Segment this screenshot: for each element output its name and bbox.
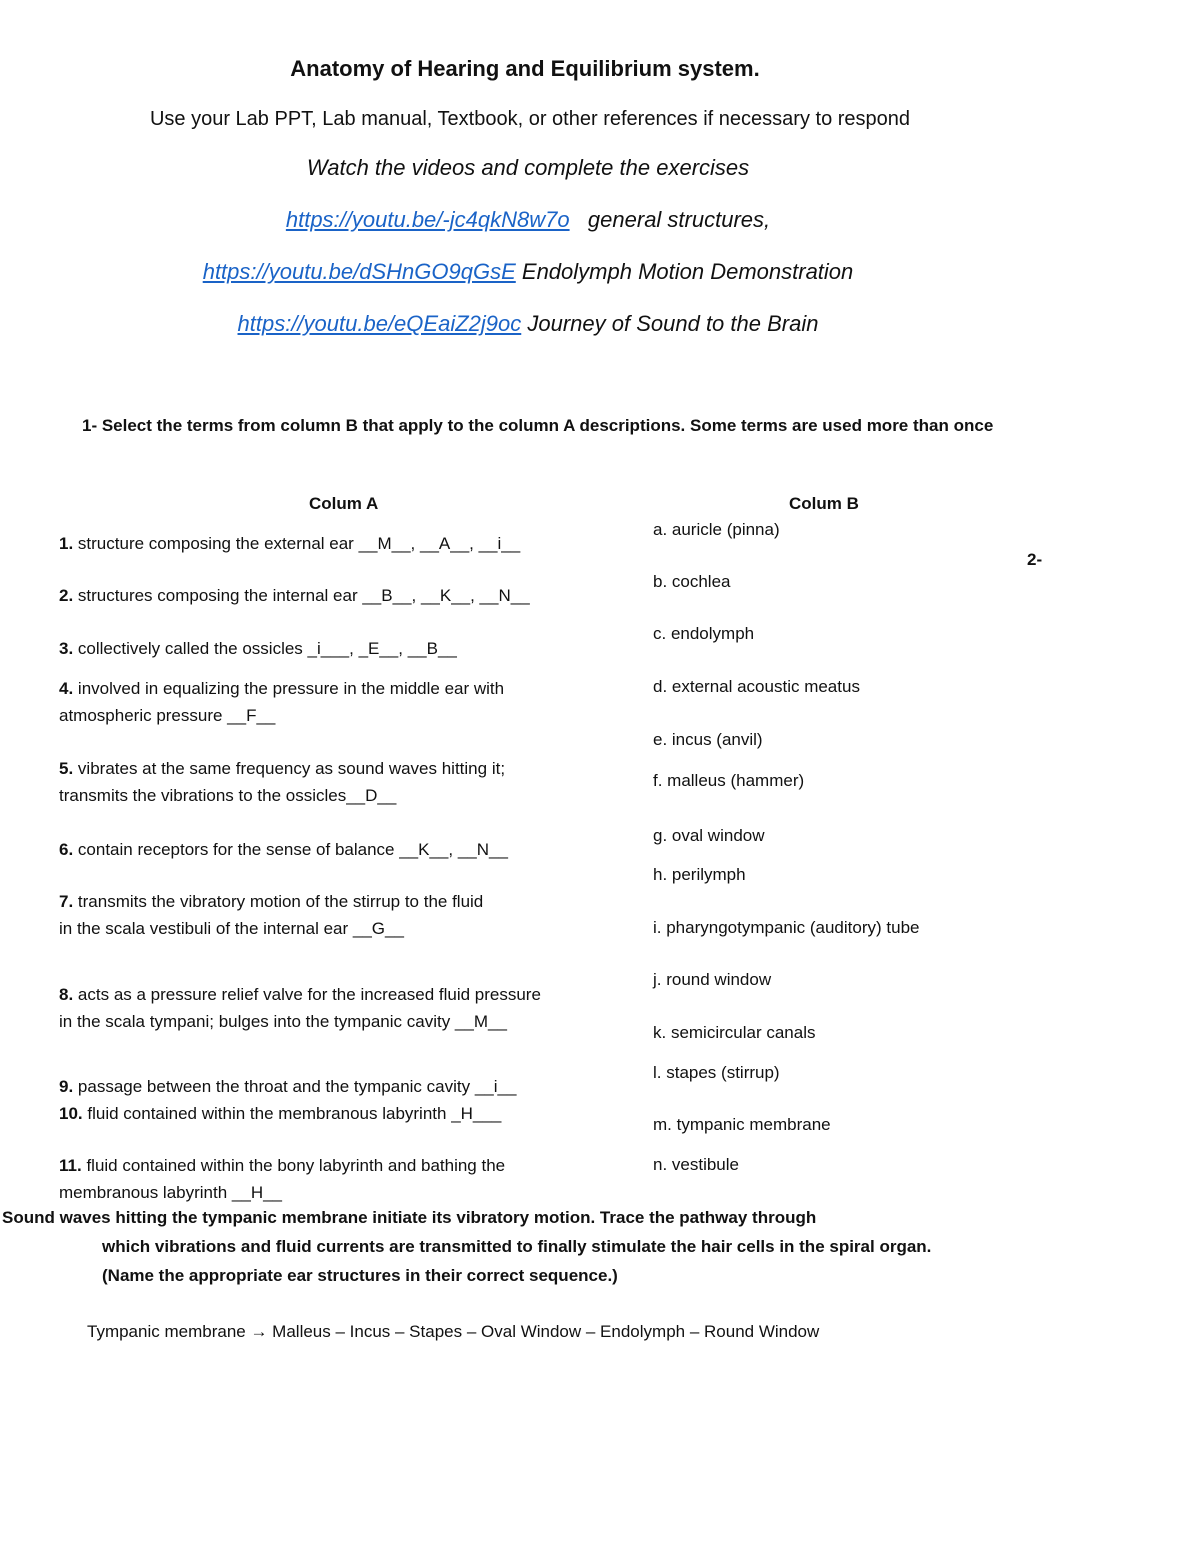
question-2-line-2: which vibrations and fluid currents are transmitted to finally stimulate the hair cells in the spiral organ. xyxy=(102,1237,932,1256)
column-b-title: Colum B xyxy=(789,494,859,513)
video-line-3 xyxy=(0,313,1056,335)
question-2-line-3: (Name the appropriate ear structures in their correct sequence.) xyxy=(102,1266,618,1285)
watch-videos-text: Watch the videos and complete the exercises xyxy=(306,155,750,180)
column-b-option-i: i. pharyngotympanic (auditory) tube xyxy=(653,918,920,937)
column-b-option-d: d. external acoustic meatus xyxy=(653,677,860,696)
column-b-option-e: e. incus (anvil) xyxy=(653,730,763,749)
column-b-option-k: k. semicircular canals xyxy=(653,1023,816,1042)
video-link-3[interactable]: https://youtu.be/eQEaiZ2j9oc xyxy=(237,311,522,336)
column-a-item-5: 5. vibrates at the same frequency as sound waves hitting it; transmits the vibrations to the ossicles__D__ xyxy=(59,759,506,805)
column-b-option-n: n. vestibule xyxy=(653,1155,739,1174)
column-a-item-7: 7. transmits the vibratory motion of the stirrup to the fluid in the scala vestibuli of the internal ear __G__ xyxy=(59,892,484,938)
video-label-2: Endolymph Motion Demonstration xyxy=(521,259,854,284)
column-a-item-6: 6. contain receptors for the sense of balance __K__, __N__ xyxy=(59,840,508,859)
column-b-option-a: a. auricle (pinna) xyxy=(653,520,780,539)
column-b-option-b: b. cochlea xyxy=(653,572,731,591)
column-a-item-1: 1. structure composing the external ear __M__, __A__, __i__ xyxy=(59,534,521,553)
video-label-1: general structures, xyxy=(587,207,771,232)
question-2-number: 2- xyxy=(1027,550,1043,569)
column-a-title: Colum A xyxy=(309,494,379,513)
video-link-2[interactable]: https://youtu.be/dSHnGO9qGsE xyxy=(202,259,516,284)
column-a-item-4: 4. involved in equalizing the pressure in the middle ear with atmospheric pressure __F__ xyxy=(59,679,505,725)
page-title: Anatomy of Hearing and Equilibrium system. xyxy=(290,56,760,81)
column-b-option-m: m. tympanic membrane xyxy=(653,1115,831,1134)
column-a-item-8: 8. acts as a pressure relief valve for the increased fluid pressure in the scala tympani; bulges into the tympanic cavity __M__ xyxy=(59,985,541,1031)
question-2-answer: Tympanic membrane → Malleus – Incus – Stapes – Oval Window – Endolymph – Round Window xyxy=(87,1322,820,1341)
column-a-item-10: 10. fluid contained within the membranous labyrinth _H___ xyxy=(59,1104,502,1123)
column-b-option-l: l. stapes (stirrup) xyxy=(653,1063,780,1082)
column-b-option-c: c. endolymph xyxy=(653,624,755,643)
column-a-item-2: 2. structures composing the internal ear __B__, __K__, __N__ xyxy=(59,586,530,605)
column-b-option-f: f. malleus (hammer) xyxy=(653,771,805,790)
video-line-1 xyxy=(0,209,1056,231)
column-a-item-3: 3. collectively called the ossicles _i___, _E__, __B__ xyxy=(59,639,457,658)
video-link-1[interactable]: https://youtu.be/-jc4qkN8w7o xyxy=(285,207,570,232)
column-a-item-11: 11. fluid contained within the bony labyrinth and bathing the membranous labyrinth __H__ xyxy=(59,1156,506,1202)
column-a-item-9: 9. passage between the throat and the tympanic cavity __i__ xyxy=(59,1077,517,1096)
question-2-line-1: Sound waves hitting the tympanic membrane initiate its vibratory motion. Trace the pathway through xyxy=(2,1208,817,1227)
column-b-option-g: g. oval window xyxy=(653,826,765,845)
column-b-option-h: h. perilymph xyxy=(653,865,746,884)
video-label-3: Journey of Sound to the Brain xyxy=(527,311,819,336)
video-line-2 xyxy=(0,261,1056,283)
column-b-option-j: j. round window xyxy=(653,970,772,989)
instructions-text: Use your Lab PPT, Lab manual, Textbook, or other references if necessary to respond xyxy=(149,108,911,130)
question-1-prompt: 1- Select the terms from column B that apply to the column A descriptions. Some terms are used more than once xyxy=(82,416,994,435)
